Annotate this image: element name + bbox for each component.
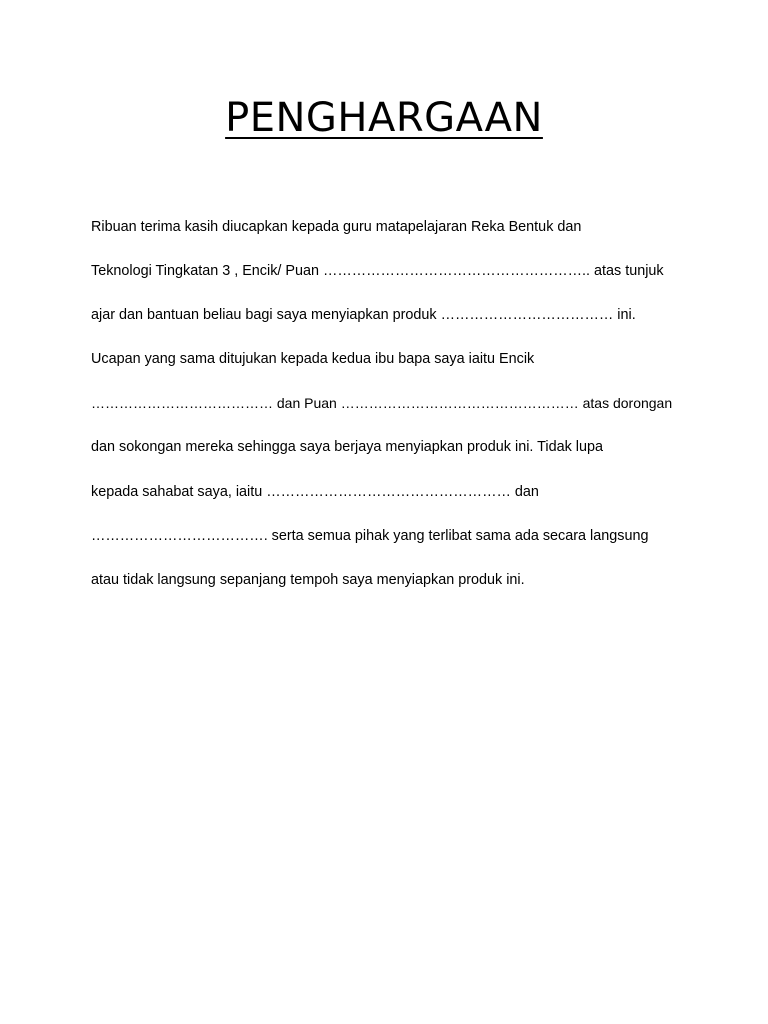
paragraph-line: Ribuan terima kasih diucapkan kepada guru matapelajaran Reka Bentuk dan [91, 219, 582, 235]
paragraph-line: ajar dan bantuan beliau bagi saya menyiapkan produk ……………………………… ini. [91, 307, 636, 323]
paragraph-line: atau tidak langsung sepanjang tempoh saya menyiapkan produk ini. [91, 572, 525, 588]
paragraph-line: ………………………………. serta semua pihak yang terlibat sama ada secara langsung [91, 528, 649, 544]
paragraph-line: Ucapan yang sama ditujukan kepada kedua ibu bapa saya iaitu Encik [91, 351, 535, 367]
paragraph-line: dan sokongan mereka sehingga saya berjaya menyiapkan produk ini. Tidak lupa [91, 439, 603, 455]
paragraph-line: ………………………………… dan Puan …………………………………………… atas dorongan [91, 395, 673, 411]
paragraph-line: kepada sahabat saya, iaitu …………………………………………… dan [91, 484, 539, 500]
paragraph-line: Teknologi Tingkatan 3 , Encik/ Puan ……………………………………………….. atas tunjuk [91, 263, 664, 279]
page-title: PENGHARGAAN [225, 95, 543, 141]
